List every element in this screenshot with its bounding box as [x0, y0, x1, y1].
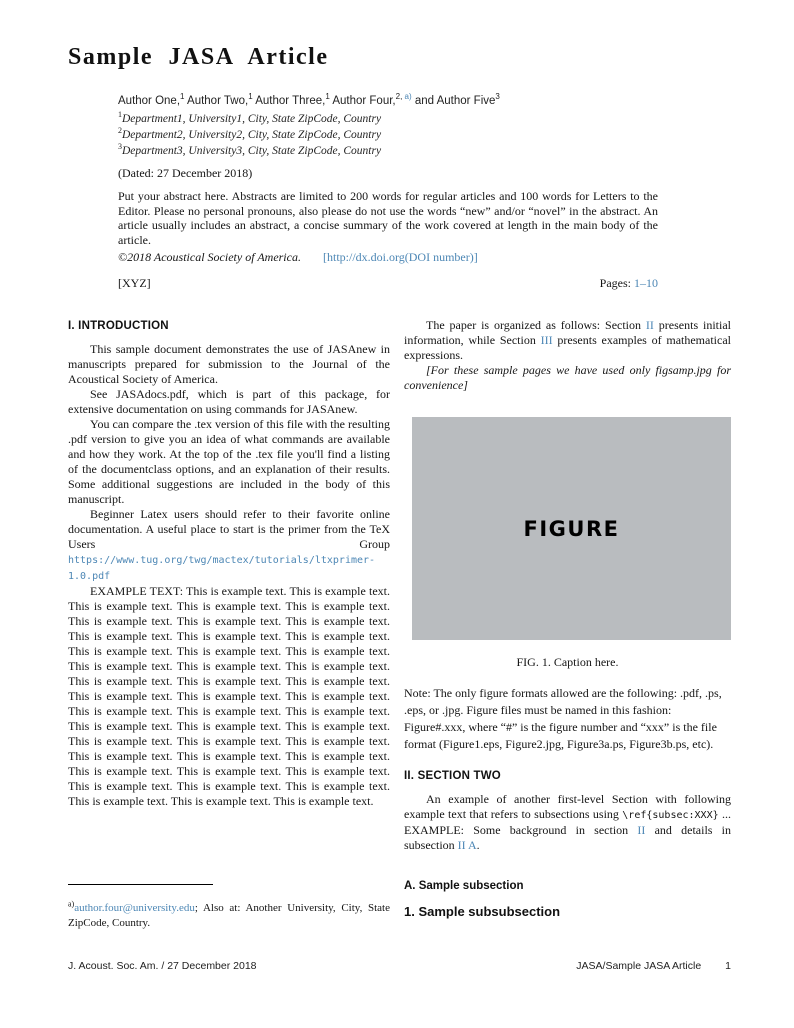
sample-pages-note: [For these sample pages we have used only figsamp.jpg for convenience] — [404, 363, 731, 392]
section-2-text-3: and details in subsection — [404, 823, 731, 852]
copyright-line — [118, 250, 658, 265]
section-2-heading: II. SECTION TWO — [404, 770, 501, 782]
authors-line — [118, 92, 678, 107]
authors-block — [118, 92, 678, 159]
affiliation-2 — [118, 127, 678, 143]
affiliation-1 — [118, 111, 678, 127]
section-ii-ref-link-2[interactable]: II — [637, 823, 646, 837]
organization-text-1: The paper is organized as follows: Section — [426, 318, 646, 332]
left-column — [68, 318, 390, 919]
pages-info — [600, 276, 658, 291]
subsubsection-1-heading: 1. Sample subsubsection — [404, 904, 561, 919]
section-2-text-2: ... EXAMPLE: Some background in section — [404, 807, 731, 837]
affiliation-2-text: Department2, University2, City, State ZipCode, Country — [122, 129, 382, 141]
organization-text-2: presents initial information, while Section — [404, 318, 731, 347]
dated-line: (Dated: 27 December 2018) — [118, 166, 253, 180]
section-2-paragraph — [404, 792, 731, 853]
figure-1-image — [412, 417, 731, 640]
footnote-text — [68, 901, 390, 930]
intro-paragraph-2: See JASAdocs.pdf, which is part of this package, for extensive documentation on using commands for JASAnew. — [68, 387, 390, 416]
affiliation-3 — [118, 143, 678, 159]
affiliations — [118, 111, 678, 159]
intro-paragraph-3: You can compare the .tex version of this file with the resulting .pdf version to give you an idea of what commands are available and how they work. At the top of the .tex file you'll find a listing of the documentclass options, and an explanation of their results. Some additional suggestions are included in the body of this manuscript. — [68, 417, 390, 506]
author-four-footnote-link[interactable]: a) — [404, 92, 412, 102]
affiliation-1-text: Department1, University1, City, State ZipCode, Country — [122, 113, 382, 125]
author-footnote — [68, 884, 390, 930]
section-ii-ref-link[interactable]: II — [645, 318, 654, 332]
section-iii-ref-link[interactable]: III — [540, 333, 553, 347]
pages-label: Pages: — [599, 276, 634, 290]
meta-row — [118, 276, 658, 291]
footnote-rest: ; Also at: Another University, City, State ZipCode, Country. — [68, 902, 390, 929]
abstract: Put your abstract here. Abstracts are limited to 200 words for regular articles and 100 words for Letters to the Editor. Please no personal pronouns, also please do not use the words “new” and/or “novel” in the abstract. An article usually includes an abstract, a concise summary of the work covered at length in the main body of the article. — [118, 189, 658, 247]
author-one: Author One, — [118, 95, 181, 107]
author-email-link[interactable]: author.four@university.edu — [74, 902, 195, 914]
intro-paragraph-1: This sample document demonstrates the use of JASAnew in manuscripts prepared for submission to the Journal of the Acoustical Society of America. — [68, 342, 390, 386]
article-title: Sample JASA Article — [68, 44, 329, 70]
pages-range-link[interactable]: 1–10 — [634, 276, 658, 290]
affiliation-2-mark: 2 — [118, 126, 122, 136]
author-three: Author Three, — [252, 95, 326, 107]
author-three-affil-mark: 1 — [325, 92, 330, 102]
section-1-heading: I. INTRODUCTION — [68, 320, 169, 332]
footnote-rule — [68, 884, 213, 885]
subsection-a-heading: A. Sample subsection — [404, 880, 524, 892]
organization-paragraph — [404, 318, 731, 363]
section-2-text-4: . — [476, 838, 480, 852]
affiliation-1-mark: 1 — [118, 110, 122, 120]
doi-link[interactable]: [http://dx.doi.org(DOI number)] — [322, 250, 478, 264]
footer-article-title: JASA/Sample JASA Article — [576, 960, 702, 972]
intro-paragraph-4-text: Beginner Latex users should refer to their favorite online documentation. A useful place to start is the primer from the TeX Users Group — [68, 507, 390, 551]
ref-command-code: \ref{subsec:XXX} — [622, 810, 719, 821]
affiliation-3-mark: 3 — [118, 142, 122, 152]
footer-journal-date: J. Acoust. Soc. Am. / 27 December 2018 — [68, 960, 257, 972]
author-five-affil-mark: 3 — [495, 92, 500, 102]
intro-paragraph-4 — [68, 507, 390, 584]
author-one-affil-mark: 1 — [180, 92, 185, 102]
footnote-marker: a) — [68, 899, 75, 909]
figure-placeholder-label: FIGURE — [523, 516, 620, 541]
author-five: and Author Five — [411, 95, 496, 107]
figure-1 — [404, 417, 731, 670]
organization-text-3: presents examples of mathematical expressions. — [404, 333, 731, 362]
two-column-body — [68, 318, 731, 919]
affiliation-3-text: Department3, University3, City, State ZipCode, Country — [122, 145, 382, 157]
page-footer — [68, 960, 731, 972]
section-2-text-1: An example of another first-level Section with following example text that refers to subsections using — [404, 792, 731, 821]
author-two: Author Two, — [184, 95, 249, 107]
manuscript-id: [XYZ] — [118, 276, 151, 290]
example-text-paragraph: EXAMPLE TEXT: This is example text. This is example text. This is example text. This is example text. This is example text. This is example text. This is example text. This is example text. This is example text. This is example text. This is example text. This is example text. This is example text. This is example text. This is example text. This is example text. This is example text. This is example text. This is example text. This is example text. This is example text. This is example text. This is example text. This is example text. This is example text. This is example text. This is example text. This is example text. This is example text. This is example text. This is example text. This is example text. This is example text. This is example text. This is example text. This is example text. This is example text. This is example text. This is example text. This is example text. This is example text. This is example text. This is example text. This is example text. — [68, 584, 390, 808]
author-four-affil-mark: 2, — [395, 92, 405, 102]
tug-primer-url-link[interactable]: https://www.tug.org/twg/mactex/tutorials/ltxprimer-1.0.pdf — [68, 555, 376, 582]
figure-1-caption: FIG. 1. Caption here. — [516, 655, 619, 669]
author-four: Author Four, — [329, 95, 396, 107]
author-two-affil-mark: 1 — [248, 92, 253, 102]
figure-format-note: Note: The only figure formats allowed are the following: .pdf, .ps, .eps, or .jpg. Figure files must be named in this fashion: Figure#.xxx, where “#” is the figure number and “xxx” is the file format (Figure1.eps, Figure2.jpg, Figure3a.ps, Figure3b.ps, etc). — [404, 686, 722, 751]
footer-page-number: 1 — [725, 960, 731, 972]
copyright-notice: ©2018 Acoustical Society of America. — [118, 250, 301, 264]
right-column — [404, 318, 731, 919]
subsection-iia-ref-link[interactable]: II A — [457, 838, 477, 852]
